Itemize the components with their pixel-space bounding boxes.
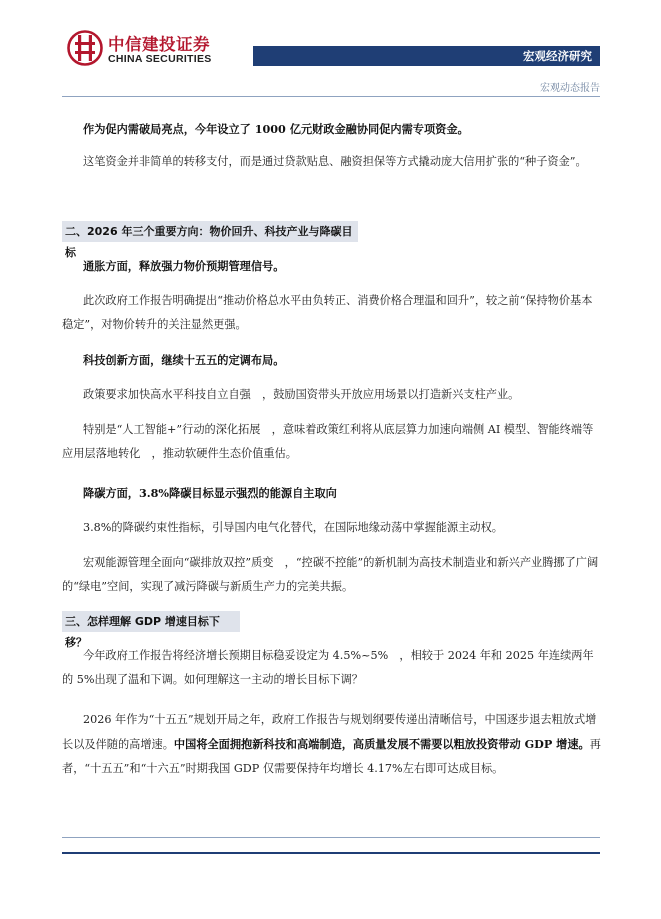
gdp-explanation-part-2: 再者，“十五五”和“十六五”时期我国 GDP 仅需要保持年均增长 4.17%左右即可达成目标。	[62, 738, 601, 775]
gdp-explanation-bold: 中国将全面拥抱新科技和高端制造，高质量发展不需要以粗放投资带动 GDP 增速。	[173, 737, 590, 751]
paragraph-inflation-detail: 此次政府工作报告明确提出“推动价格总水平由负转正、消费价格合理温和回升”，较之前“保持物价基本稳定”，对物价转升的关注显然更强。	[62, 294, 593, 331]
footer-divider	[62, 837, 600, 838]
paragraph-gdp-explanation	[62, 708, 603, 781]
paragraph-fund-detail: 这笔资金并非简单的转移支付，而是通过贷款贴息、融资担保等方式撬动庞大信用扩张的“种子资金”。	[83, 155, 587, 168]
paragraph-carbon-heading: 降碳方面，3.8%降碳目标显示强烈的能源自主取向	[83, 486, 337, 500]
footer-rule	[62, 852, 600, 854]
paragraph-ai-detail: 特别是“人工智能+”行动的深化拓展 ，意味着政策红利将从底层算力加速向端侧 AI 模型、智能终端等应用层落地转化 ，推动软硬件生态价值重估。	[62, 423, 594, 460]
paragraph-fund-highlight: 作为促内需破局亮点，今年设立了 1000 亿元财政金融协同促内需专项资金。	[83, 122, 469, 136]
paragraph-carbon-detail: 宏观能源管理全面向“碳排放双控”质变 ，“控碳不控能”的新机制为高技术制造业和新兴产业腾挪了广阔的“绿电”空间，实现了减污降碳与新质生产力的完美共振。	[62, 556, 599, 593]
section-heading-3: 三、怎样理解 GDP 增速目标下移？	[62, 611, 240, 632]
header-divider	[62, 96, 600, 97]
paragraph-gdp-target: 今年政府工作报告将经济增长预期目标稳妥设定为 4.5%~5% ，相较于 2024 年和 2025 年连续两年的 5%出现了温和下调。如何理解这一主动的增长目标下调？	[62, 649, 594, 686]
paragraph-tech-detail: 政策要求加快高水平科技自立自强 ，鼓励国资带头开放应用场景以打造新兴支柱产业。	[83, 388, 520, 401]
logo-english-name: CHINA SECURITIES	[108, 53, 212, 65]
header-category: 宏观经济研究	[523, 49, 592, 63]
header-report-type: 宏观动态报告	[540, 83, 600, 94]
logo-chinese-name: 中信建投证券	[108, 35, 210, 54]
gdp-explanation-part-1: 2026 年作为“十五五”规划开局之年，政府工作报告与规划纲要传递出清晰信号，中国逐步退去粗放式增长以及伴随的高增速。	[62, 713, 597, 751]
paragraph-tech-heading: 科技创新方面，继续十五五的定调布局。	[83, 353, 285, 367]
paragraph-inflation-heading: 通胀方面，释放强力物价预期管理信号。	[83, 259, 285, 273]
header-category-bar	[253, 46, 600, 66]
section-heading-2: 二、2026 年三个重要方向：物价回升、科技产业与降碳目标	[62, 221, 358, 242]
citic-logo-icon	[67, 30, 103, 66]
paragraph-carbon-target: 3.8%的降碳约束性指标，引导国内电气化替代，在国际地缘动荡中掌握能源主动权。	[83, 521, 503, 534]
company-logo	[67, 30, 217, 70]
